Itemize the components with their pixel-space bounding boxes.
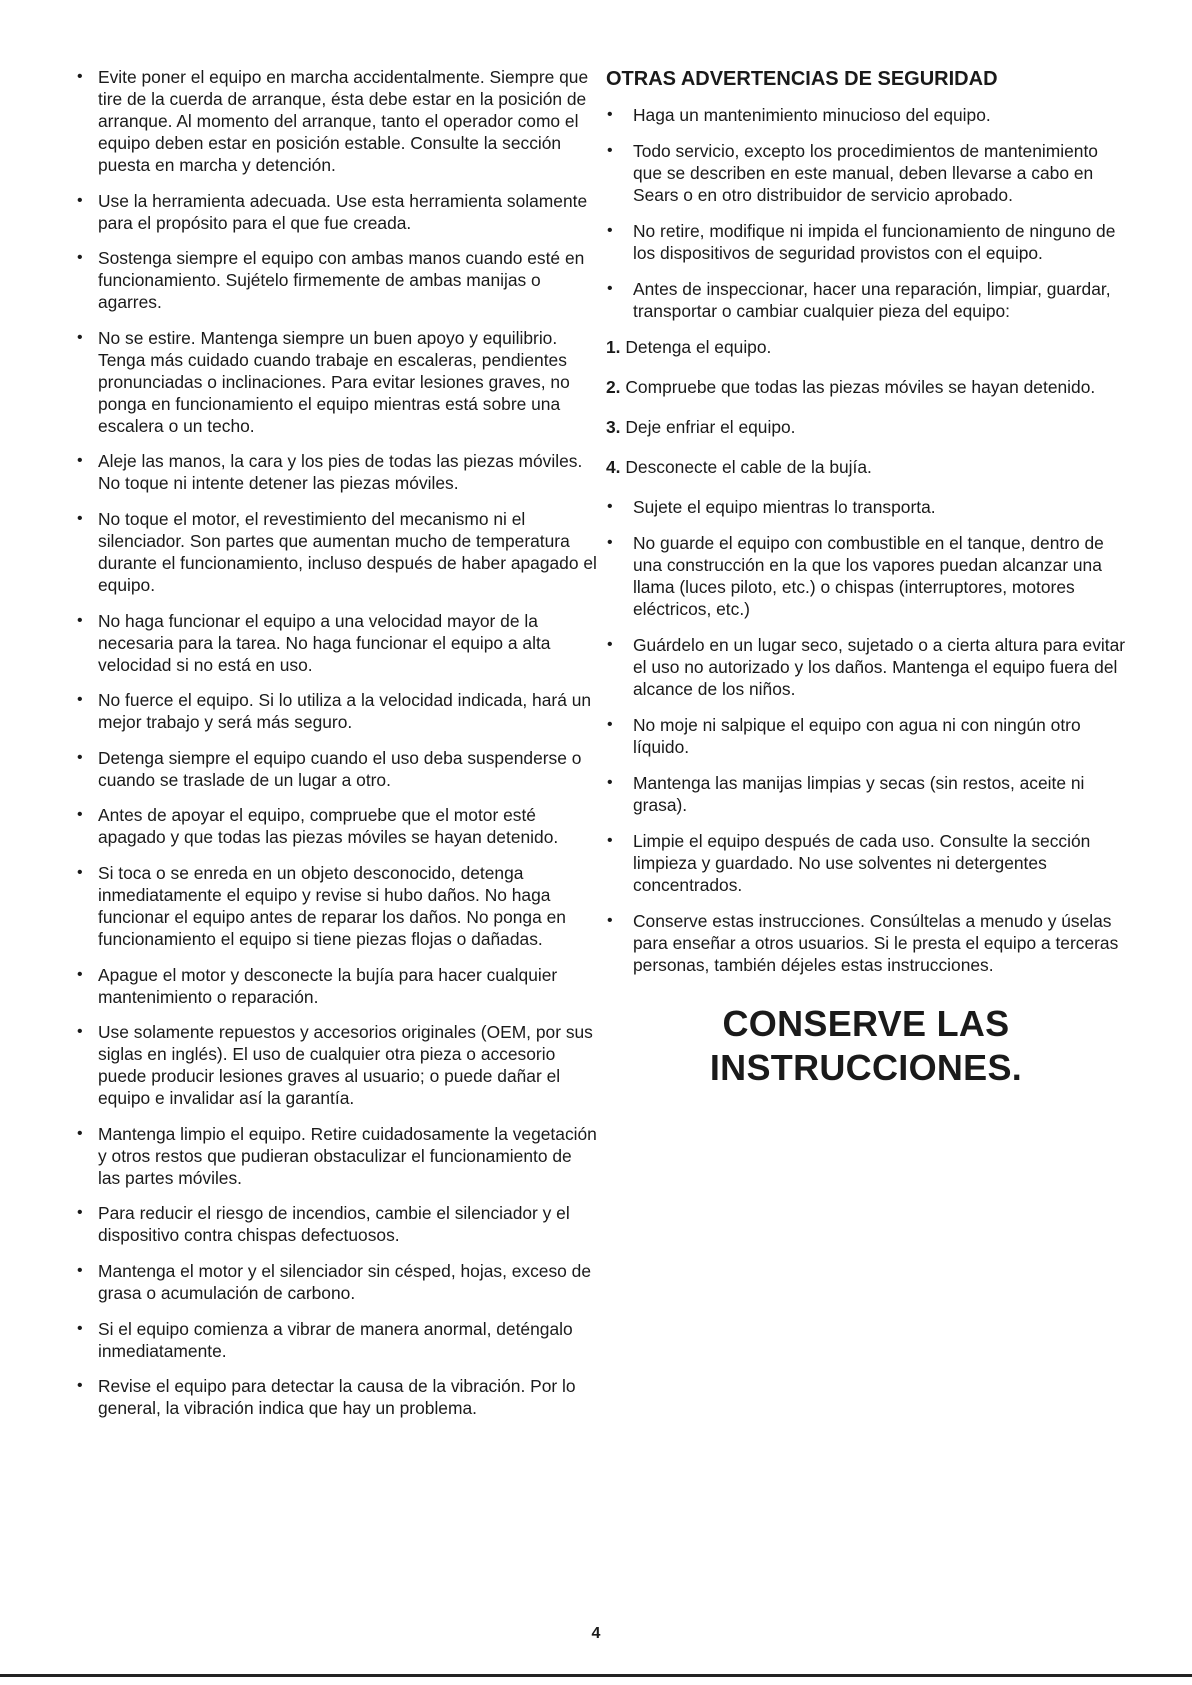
step-text: Detenga el equipo. <box>625 337 772 357</box>
conserve-line-2: INSTRUCCIONES. <box>709 1047 1023 1088</box>
right-bullet-list-bottom <box>606 496 1126 976</box>
step-item <box>606 456 1126 478</box>
list-item: • Haga un mantenimiento minucioso del equipo. <box>607 104 1127 126</box>
step-number: 4. <box>606 457 621 477</box>
left-column <box>77 66 597 1433</box>
conserve-instructions-heading <box>606 1002 1126 1090</box>
list-item: • Antes de inspeccionar, hacer una reparación, limpiar, guardar, transportar o cambiar cualquier pieza del equipo: <box>607 278 1127 322</box>
list-item: • Mantenga limpio el equipo. Retire cuidadosamente la vegetación y otros restos que pudieran obstaculizar el funcionamiento de las partes móviles. <box>77 1123 597 1189</box>
list-item: • Guárdelo en un lugar seco, sujetado o a cierta altura para evitar el uso no autorizado y los daños. Mantenga el equipo fuera del alcance de los niños. <box>607 634 1127 700</box>
step-text: Deje enfriar el equipo. <box>625 417 796 437</box>
list-item: • Use la herramienta adecuada. Use esta herramienta solamente para el propósito para el que fue creada. <box>77 190 597 234</box>
step-item <box>606 416 1126 438</box>
step-item <box>606 336 1126 358</box>
list-item: • No fuerce el equipo. Si lo utiliza a la velocidad indicada, hará un mejor trabajo y será más seguro. <box>77 689 597 733</box>
list-item: • Sujete el equipo mientras lo transporta. <box>607 496 1127 518</box>
list-item: • Use solamente repuestos y accesorios originales (OEM, por sus siglas en inglés). El uso de cualquier otra pieza o accesorio puede producir lesiones graves al usuario; o puede dañar el equipo e invalidar así la garantía. <box>77 1021 597 1109</box>
bottom-divider <box>0 1674 1192 1677</box>
step-text: Compruebe que todas las piezas móviles se hayan detenido. <box>625 377 1096 397</box>
page-number: 4 <box>591 1625 601 1642</box>
right-column <box>606 66 1126 1090</box>
step-item <box>606 376 1126 398</box>
left-bullet-list <box>77 66 597 1419</box>
list-item: • Limpie el equipo después de cada uso. Consulte la sección limpieza y guardado. No use solventes ni detergentes concentrados. <box>607 830 1127 896</box>
list-item: • Todo servicio, excepto los procedimientos de mantenimiento que se describen en este manual, deben llevarse a cabo en Sears o en otro distribuidor de servicio aprobado. <box>607 140 1127 206</box>
list-item: • No guarde el equipo con combustible en el tanque, dentro de una construcción en la que los vapores puedan alcanzar una llama (luces piloto, etc.) o chispas (interruptores, motores eléctricos, etc.) <box>607 532 1127 620</box>
list-item: • No retire, modifique ni impida el funcionamiento de ninguno de los dispositivos de seguridad provistos con el equipo. <box>607 220 1127 264</box>
list-item: • Conserve estas instrucciones. Consúltelas a menudo y úselas para enseñar a otros usuarios. Si le presta el equipo a terceras personas, también déjeles estas instrucciones. <box>607 910 1127 976</box>
list-item: • Antes de apoyar el equipo, compruebe que el motor esté apagado y que todas las piezas móviles se hayan detenido. <box>77 804 597 848</box>
list-item: • Sostenga siempre el equipo con ambas manos cuando esté en funcionamiento. Sujételo firmemente de ambas manijas o agarres. <box>77 247 597 313</box>
step-number: 2. <box>606 377 621 397</box>
step-number: 1. <box>606 337 621 357</box>
list-item: • Aleje las manos, la cara y los pies de todas las piezas móviles. No toque ni intente detener las piezas móviles. <box>77 450 597 494</box>
list-item: • No toque el motor, el revestimiento del mecanismo ni el silenciador. Son partes que aumentan mucho de temperatura durante el funcionamiento, incluso después de haber apagado el equipo. <box>77 508 597 596</box>
list-item: • No se estire. Mantenga siempre un buen apoyo y equilibrio. Tenga más cuidado cuando trabaje en escaleras, pendientes pronunciadas o inclinaciones. Para evitar lesiones graves, no ponga en funcionamiento el equipo mientras está sobre una escalera o un techo. <box>77 327 597 437</box>
step-number: 3. <box>606 417 621 437</box>
list-item: • Detenga siempre el equipo cuando el uso deba suspenderse o cuando se traslade de un lugar a otro. <box>77 747 597 791</box>
conserve-line-1: CONSERVE LAS <box>722 1003 1010 1044</box>
step-text: Desconecte el cable de la bujía. <box>625 457 872 477</box>
list-item: • Apague el motor y desconecte la bujía para hacer cualquier mantenimiento o reparación. <box>77 964 597 1008</box>
list-item: • Para reducir el riesgo de incendios, cambie el silenciador y el dispositivo contra chispas defectuosos. <box>77 1202 597 1246</box>
steps-list <box>606 336 1126 478</box>
list-item: • Si toca o se enreda en un objeto desconocido, detenga inmediatamente el equipo y revise si hubo daños. No haga funcionar el equipo antes de reparar los daños. No ponga en funcionamiento el equipo si tiene piezas flojas o dañadas. <box>77 862 597 950</box>
list-item: • No moje ni salpique el equipo con agua ni con ningún otro líquido. <box>607 714 1127 758</box>
list-item: • Mantenga las manijas limpias y secas (sin restos, aceite ni grasa). <box>607 772 1127 816</box>
list-item: • Evite poner el equipo en marcha accidentalmente. Siempre que tire de la cuerda de arranque, ésta debe estar en la posición de arranque. Al momento del arranque, tanto el operador como el equipo deben estar en posición estable. Consulte la sección puesta en marcha y detención. <box>77 66 597 176</box>
right-bullet-list-top <box>606 104 1126 322</box>
list-item: • Mantenga el motor y el silenciador sin césped, hojas, exceso de grasa o acumulación de carbono. <box>77 1260 597 1304</box>
section-heading: OTRAS ADVERTENCIAS DE SEGURIDAD <box>606 68 998 90</box>
list-item: • Si el equipo comienza a vibrar de manera anormal, deténgalo inmediatamente. <box>77 1318 597 1362</box>
list-item: • No haga funcionar el equipo a una velocidad mayor de la necesaria para la tarea. No haga funcionar el equipo a alta velocidad si no está en uso. <box>77 610 597 676</box>
list-item: • Revise el equipo para detectar la causa de la vibración. Por lo general, la vibración indica que hay un problema. <box>77 1375 597 1419</box>
